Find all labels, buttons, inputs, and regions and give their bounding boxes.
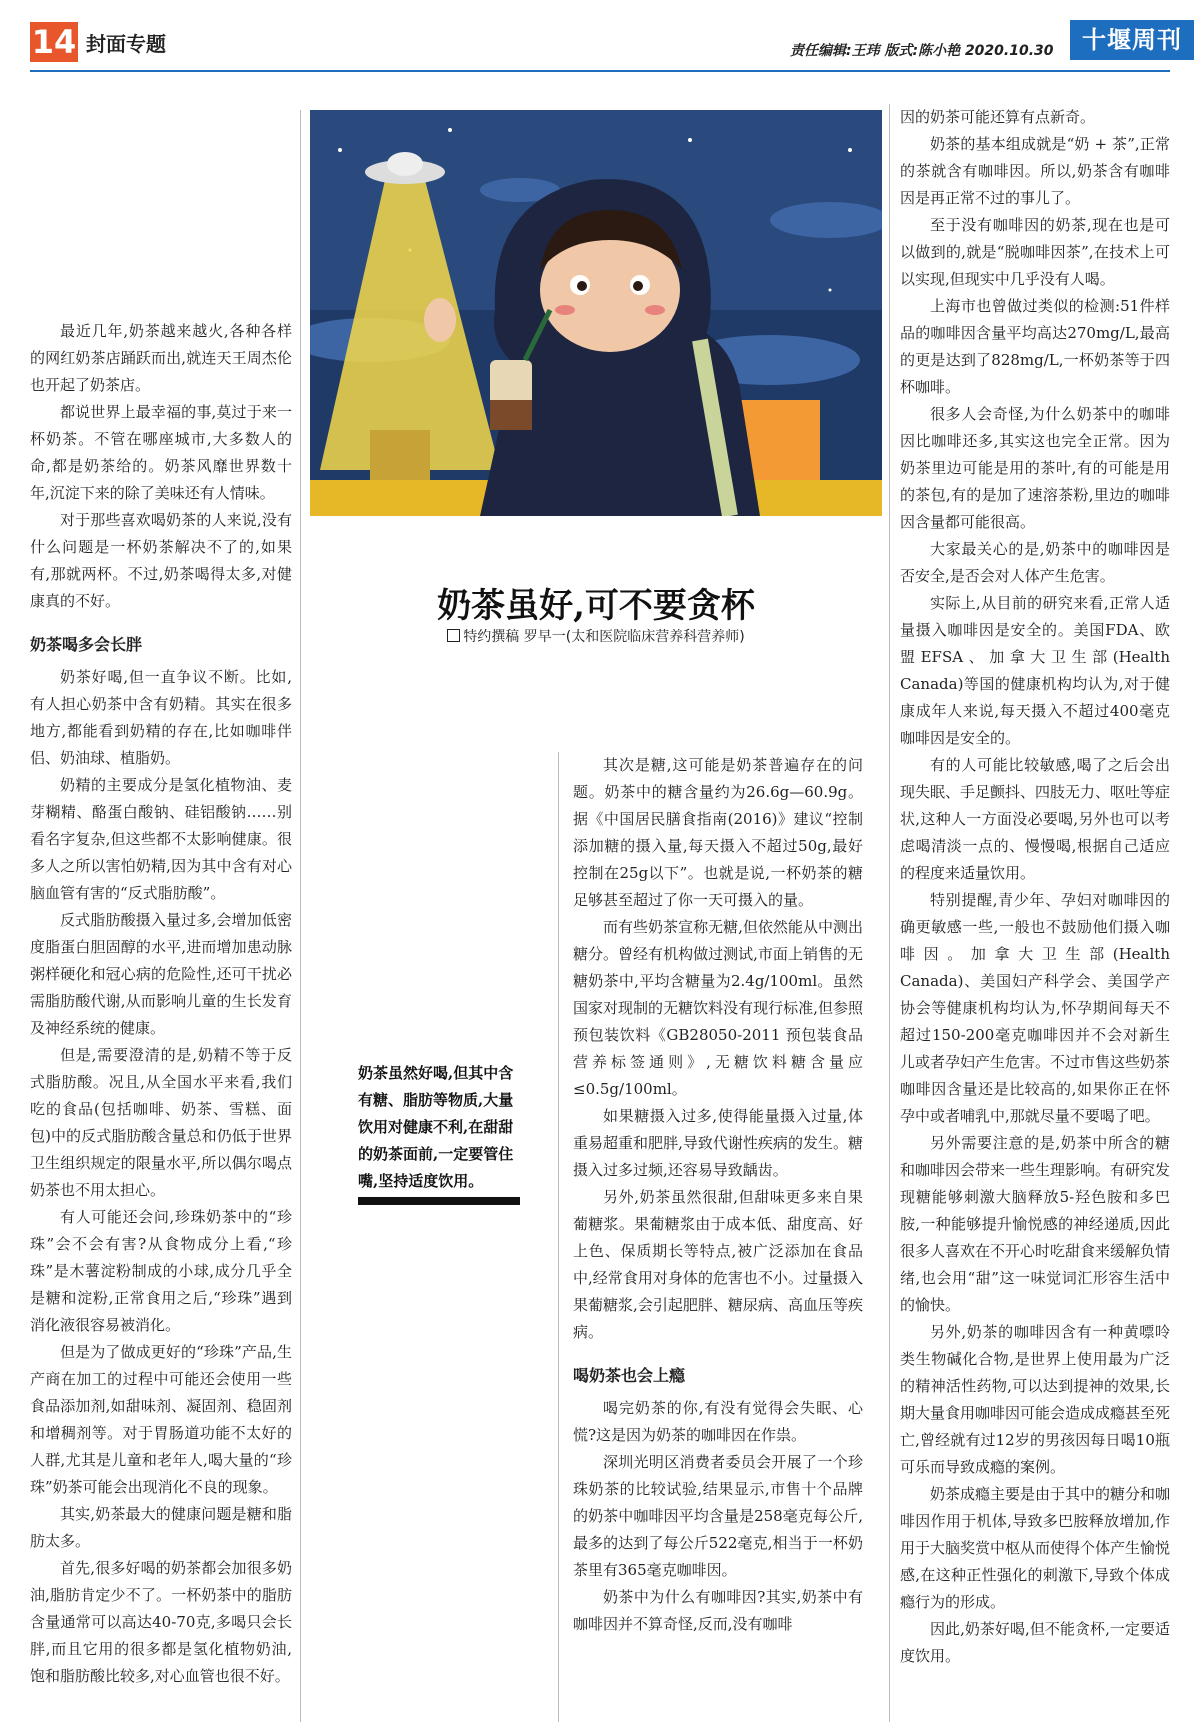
paragraph: 很多人会奇怪,为什么奶茶中的咖啡因比咖啡还多,其实这也完全正常。因为奶茶里边可能是用的茶叶,有的可能是用的茶包,有的是加了速溶茶粉,里边的咖啡因含量都可能很高。 [900,405,1170,531]
pull-quote-bar [358,1197,520,1205]
paragraph: 其实,奶茶最大的健康问题是糖和脂肪太多。 [30,1505,292,1550]
paragraph: 有人可能还会问,珍珠奶茶中的“珍珠”会不会有害?从食物成分上看,“珍珠”是木薯淀粉制成的小球,成分几乎全是糖和淀粉,正常食用之后,“珍珠”遇到消化液很容易被消化。 [30,1208,292,1334]
editor-credits: 责任编辑:王玮 版式:陈小艳 2020.10.30 [790,43,1054,59]
header-rule [30,70,1170,72]
paragraph: 反式脂肪酸摄入量过多,会增加低密度脂蛋白胆固醇的水平,进而增加患动脉粥样硬化和冠心病的危险性,还可干扰必需脂肪酸代谢,从而影响儿童的生长发育及神经系统的健康。 [30,911,292,1037]
page-number: 14 [31,23,77,61]
paragraph: 因的奶茶可能还算有点新奇。 [900,108,1096,126]
paragraph: 首先,很多好喝的奶茶都会加很多奶油,脂肪肯定少不了。一杯奶茶中的脂肪含量通常可以高达40-70克,多喝只会长胖,而且它用的很多都是氢化植物奶油,饱和脂肪酸比较多,对心血管也很不好。 [30,1559,292,1685]
article-title: 奶茶虽好,可不要贪杯 [437,586,755,626]
article-column-1 [30,318,292,1722]
girl-drinking-bubble-tea-ufo-illustration-icon [310,110,882,516]
masthead-logo: 十堰周刊 [1070,20,1194,60]
article-column-3 [573,752,863,1722]
paragraph: 另外,奶茶的咖啡因含有一种黄嘌呤类生物碱化合物,是世界上使用最为广泛的精神活性药物,可以达到提神的效果,长期大量食用咖啡因可能会造成成瘾甚至死亡,曾经就有过12岁的男孩因每日喝10瓶可乐而导致成瘾的案例。 [900,1323,1170,1476]
paragraph: 深圳光明区消费者委员会开展了一个珍珠奶茶的比较试验,结果显示,市售十个品牌的奶茶中咖啡因平均含量是258毫克每公斤,最多的达到了每公斤522毫克,相当于一杯奶茶里有365毫克咖啡因。 [573,1453,863,1579]
paragraph: 至于没有咖啡因的奶茶,现在也是可以做到的,就是“脱咖啡因茶”,在技术上可以实现,但现实中几乎没有人喝。 [900,216,1170,288]
column-divider [558,752,559,1722]
paragraph: 但是,需要澄清的是,奶精不等于反式脂肪酸。况且,从全国水平来看,我们吃的食品(包括咖啡、奶茶、雪糕、面包)中的反式脂肪酸含量总和仍低于世界卫生组织规定的限量水平,所以偶尔喝点奶茶也不用太担心。 [30,1046,292,1199]
column-divider [300,110,301,1722]
paragraph: 因此,奶茶好喝,但不能贪杯,一定要适度饮用。 [900,1620,1170,1665]
section-title: 封面专题 [86,32,166,56]
paragraph: 如果糖摄入过多,使得能量摄入过量,体重易超重和肥胖,导致代谢性疾病的发生。糖摄入过多过频,还容易导致龋齿。 [573,1107,863,1179]
paragraph: 大家最关心的是,奶茶中的咖啡因是否安全,是否会对人体产生危害。 [900,540,1170,585]
paragraph: 实际上,从目前的研究来看,正常人适量摄入咖啡因是安全的。美国FDA、欧盟EFSA、加拿大卫生部(Health Canada)等国的健康机构均认为,对于健康成年人来说,每天摄入不超过400毫克咖啡因是安全的。 [900,594,1170,747]
cover-illustration [310,110,882,516]
paragraph: 但是为了做成更好的“珍珠”产品,生产商在加工的过程中可能还会使用一些食品添加剂,如甜味剂、凝固剂、稳固剂和增稠剂等。对于胃肠道功能不太好的人群,尤其是儿童和老年人,喝大量的“珍珠”奶茶可能会出现消化不良的现象。 [30,1343,292,1496]
paragraph: 上海市也曾做过类似的检测:51件样品的咖啡因含量平均高达270mg/L,最高的更是达到了828mg/L,一杯奶茶等于四杯咖啡。 [900,297,1170,396]
paragraph: 另外,奶茶虽然很甜,但甜味更多来自果葡糖浆。果葡糖浆由于成本低、甜度高、好上色、保质期长等特点,被广泛添加在食品中,经常食用对身体的危害也不小。过量摄入果葡糖浆,会引起肥胖、糖尿病、高血压等疾病。 [573,1188,863,1341]
paragraph: 另外需要注意的是,奶茶中所含的糖和咖啡因会带来一些生理影响。有研究发现糖能够刺激大脑释放5-羟色胺和多巴胺,一种能够提升愉悦感的神经递质,因此很多人喜欢在不开心时吃甜食来缓解负情绪,也会用“甜”这一味觉词汇形容生活中的愉快。 [900,1134,1170,1314]
article-byline [310,626,882,646]
paragraph: 其次是糖,这可能是奶茶普遍存在的问题。奶茶中的糖含量约为26.6g—60.9g。据《中国居民膳食指南(2016)》建议“控制添加糖的摄入量,每天摄入不超过50g,最好控制在25g以下”。也就是说,一杯奶茶的糖足够甚至超过了你一天可摄入的量。 [573,756,863,909]
paragraph: 最近几年,奶茶越来越火,各种各样的网红奶茶店踊跃而出,就连天王周杰伦也开起了奶茶店。 [30,322,292,394]
column-divider [889,104,890,1722]
subheading: 喝奶茶也会上瘾 [573,1366,686,1385]
pull-quote: 奶茶虽然好喝,但其中含有糖、脂肪等物质,大量饮用对健康不利,在甜甜的奶茶面前,一定要管住嘴,坚持适度饮用。 [358,1064,514,1190]
paragraph: 奶茶中为什么有咖啡因?其实,奶茶中有咖啡因并不算奇怪,反而,没有咖啡 [573,1588,863,1633]
byline-text: 特约撰稿 罗早一(太和医院临床营养科营养师) [463,629,745,645]
byline-box-icon [447,629,460,642]
paragraph: 有的人可能比较敏感,喝了之后会出现失眠、手足颤抖、四肢无力、呕吐等症状,这种人一方面没必要喝,另外也可以考虑喝清淡一点的、慢慢喝,根据自己适应的程度来适量饮用。 [900,756,1170,882]
subheading: 奶茶喝多会长胖 [30,635,143,654]
paragraph: 奶茶成瘾主要是由于其中的糖分和咖啡因作用于机体,导致多巴胺释放增加,作用于大脑奖赏中枢从而使得个体产生愉悦感,在这种正性强化的刺激下,导致个体成瘾行为的形成。 [900,1485,1170,1611]
paragraph: 奶精的主要成分是氢化植物油、麦芽糊精、酪蛋白酸钠、硅铝酸钠……别看名字复杂,但这些都不太影响健康。很多人之所以害怕奶精,因为其中含有对心脑血管有害的“反式脂肪酸”。 [30,776,292,902]
paragraph: 奶茶好喝,但一直争议不断。比如,有人担心奶茶中含有奶精。其实在很多地方,都能看到奶精的存在,比如咖啡伴侣、奶油球、植脂奶。 [30,668,292,767]
paragraph: 都说世界上最幸福的事,莫过于来一杯奶茶。不管在哪座城市,大多数人的命,都是奶茶给的。奶茶风靡世界数十年,沉淀下来的除了美味还有人情味。 [30,403,292,502]
paragraph: 奶茶的基本组成就是“奶 + 茶”,正常的茶就含有咖啡因。所以,奶茶含有咖啡因是再正常不过的事儿了。 [900,135,1170,207]
article-column-4 [900,104,1170,1722]
paragraph: 而有些奶茶宣称无糖,但依然能从中测出糖分。曾经有机构做过测试,市面上销售的无糖奶茶中,平均含糖量为2.4g/100ml。虽然国家对现制的无糖饮料没有现行标准,但参照预包装饮料《GB28050-2011 预包装食品营养标签通则》,无糖饮料糖含量应≤0.5g/100ml。 [573,918,863,1098]
paragraph: 喝完奶茶的你,有没有觉得会失眠、心慌?这是因为奶茶的咖啡因在作祟。 [573,1399,863,1444]
page-header [30,18,1182,68]
paragraph: 对于那些喜欢喝奶茶的人来说,没有什么问题是一杯奶茶解决不了的,如果有,那就两杯。不过,奶茶喝得太多,对健康真的不好。 [30,511,292,610]
paragraph: 特别提醒,青少年、孕妇对咖啡因的确更敏感一些,一般也不鼓励他们摄入咖啡因。加拿大卫生部(Health Canada)、美国妇产科学会、美国学产协会等健康机构均认为,怀孕期间每天不超过150-200毫克咖啡因并不会对新生儿或者孕妇产生危害。不过市售这些奶茶咖啡因含量还是比较高的,如果你正在怀孕中或者哺乳中,那就尽量不要喝了吧。 [900,891,1170,1125]
